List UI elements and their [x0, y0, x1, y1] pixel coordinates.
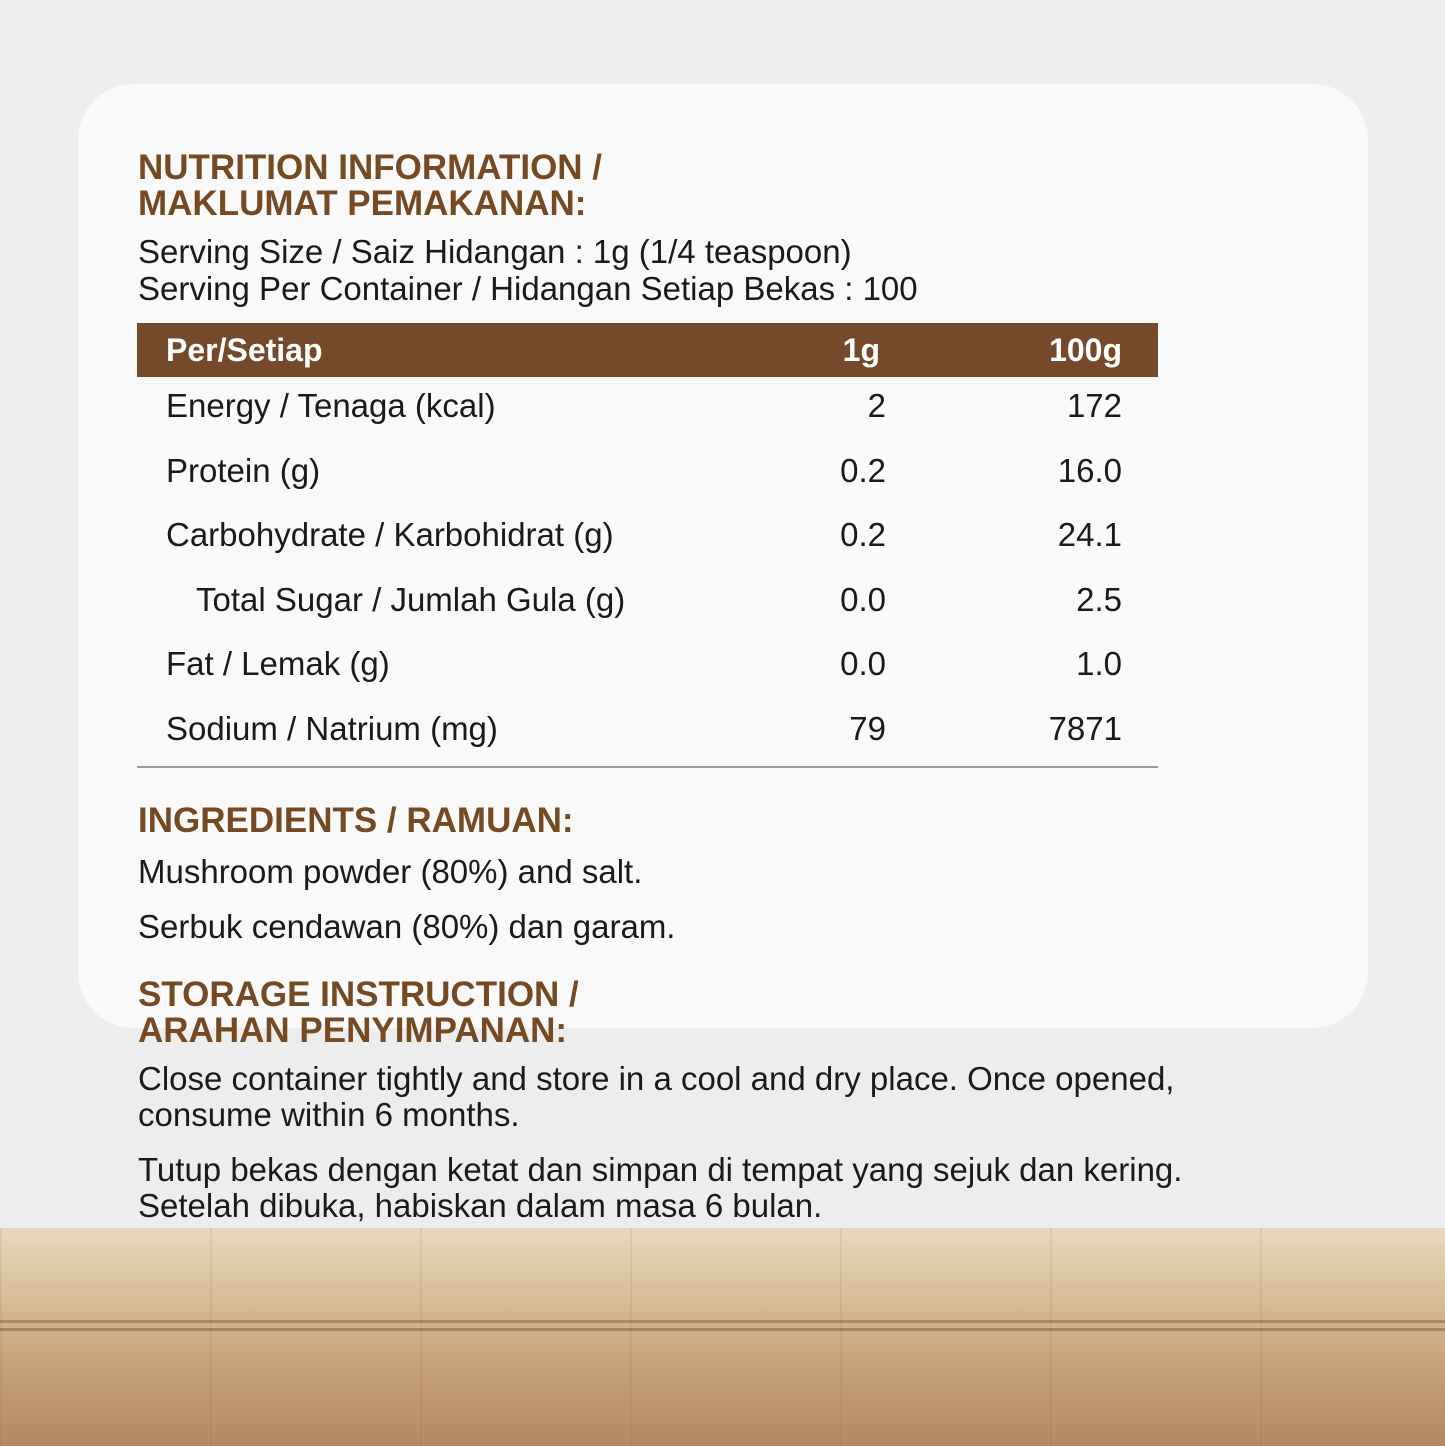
value-per-100g: 16.0	[1057, 451, 1122, 489]
nutrient-name: Protein (g)	[166, 451, 321, 489]
nutrient-name: Fat / Lemak (g)	[166, 645, 390, 682]
storage-heading-line2: ARAHAN PENYIMPANAN:	[138, 1011, 568, 1050]
value-per-1g: 2	[867, 387, 886, 424]
table-bottom-divider	[137, 766, 1158, 768]
value-per-100g: 7871	[1048, 709, 1122, 747]
value-per-1g: 0.2	[840, 451, 886, 489]
storage-malay-line1: Tutup bekas dengan ketat dan simpan di tempat yang sejuk dan kering.	[138, 1151, 1183, 1188]
nutrient-name: Energy / Tenaga (kcal)	[166, 387, 496, 424]
storage-heading-line1: STORAGE INSTRUCTION /	[138, 975, 579, 1014]
nutrition-heading-line2: MAKLUMAT PEMAKANAN:	[138, 184, 587, 223]
nutrition-table-header	[137, 323, 1158, 377]
value-per-1g: 0.2	[840, 516, 886, 553]
header-1g: 1g	[842, 332, 880, 368]
storage-english-line1: Close container tightly and store in a cool and dry place. Once opened,	[138, 1060, 1175, 1097]
nutrient-name: Carbohydrate / Karbohidrat (g)	[166, 516, 614, 553]
value-per-1g: 0.0	[840, 645, 886, 682]
serving-per-container: Serving Per Container / Hidangan Setiap Bekas : 100	[138, 270, 918, 307]
value-per-100g: 24.1	[1057, 516, 1122, 553]
value-per-100g: 1.0	[1076, 645, 1122, 682]
nutrition-heading-line1: NUTRITION INFORMATION /	[138, 148, 603, 187]
ingredients-english: Mushroom powder (80%) and salt.	[138, 853, 643, 890]
table-row	[137, 700, 1158, 765]
table-row	[137, 442, 1158, 507]
ingredients-heading: INGREDIENTS / RAMUAN:	[138, 801, 574, 840]
table-row	[137, 377, 1158, 442]
storage-english-line2: consume within 6 months.	[138, 1096, 520, 1133]
nutrient-name: Sodium / Natrium (mg)	[166, 709, 498, 747]
value-per-1g: 79	[849, 709, 886, 747]
table-row	[137, 635, 1158, 700]
storage-malay-line2: Setelah dibuka, habiskan dalam masa 6 bulan.	[138, 1187, 823, 1224]
nutrient-name: Total Sugar / Jumlah Gula (g)	[196, 580, 626, 618]
table-row	[137, 506, 1158, 571]
header-per-setiap: Per/Setiap	[166, 332, 323, 368]
nutrition-table	[137, 323, 1158, 764]
wooden-table-background	[0, 1228, 1445, 1446]
ingredients-malay: Serbuk cendawan (80%) dan garam.	[138, 908, 676, 945]
value-per-100g: 2.5	[1076, 580, 1122, 618]
serving-size: Serving Size / Saiz Hidangan : 1g (1/4 teaspoon)	[138, 233, 852, 270]
table-row	[137, 571, 1158, 636]
header-100g: 100g	[1049, 332, 1122, 368]
value-per-1g: 0.0	[840, 580, 886, 618]
value-per-100g: 172	[1066, 387, 1122, 424]
